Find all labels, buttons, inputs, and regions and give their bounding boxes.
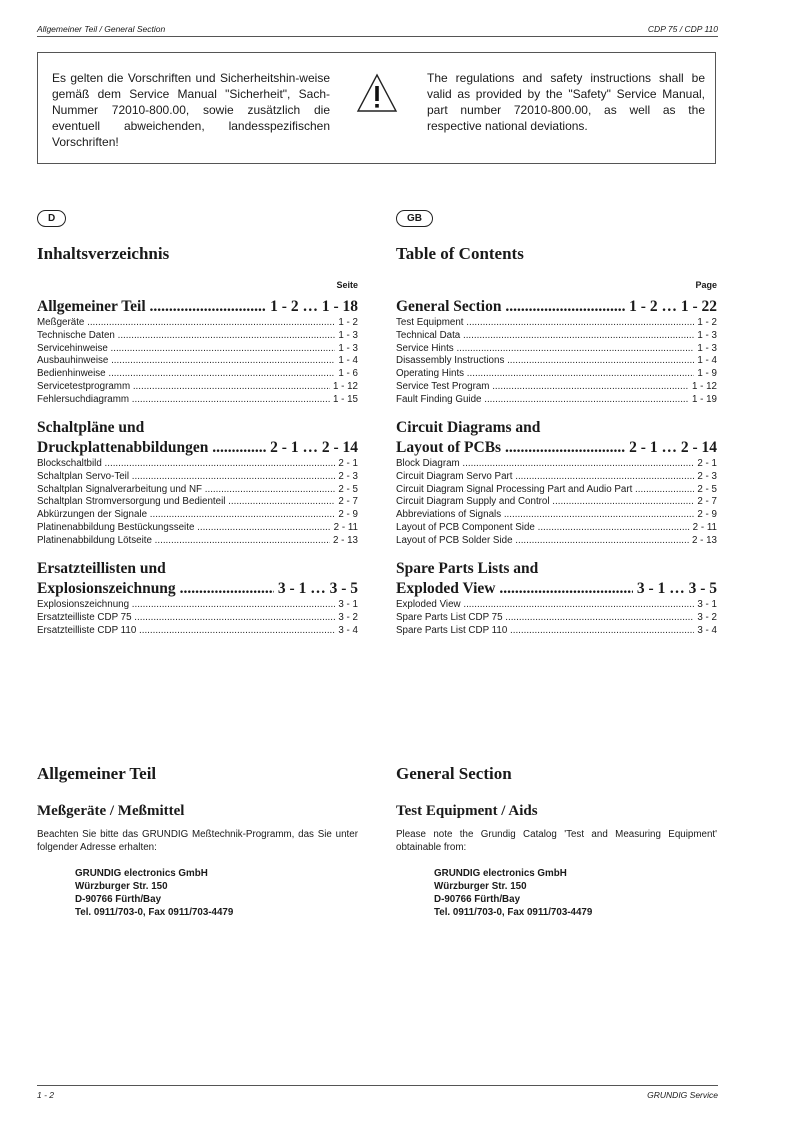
toc-section-de-2 (37, 418, 358, 548)
toc-entry: Abkürzungen der Signale ..... 2 - 9 (37, 509, 358, 522)
address-line: Würzburger Str. 150 (434, 881, 527, 892)
address-block-de (75, 867, 358, 919)
toc-entry: Technical Data ..... 1 - 3 (396, 330, 717, 343)
toc-entry: Fehlersuchdiagramm ..... 1 - 15 (37, 394, 358, 407)
address-line: GRUNDIG electronics GmbH (434, 868, 567, 879)
toc-entry: Exploded View ..... 3 - 1 (396, 599, 717, 612)
toc-entry: Circuit Diagram Signal Processing Part and Audio Part ..... 2 - 5 (396, 484, 717, 497)
toc-entry: Bedienhinweise ..... 1 - 6 (37, 368, 358, 381)
toc-entry: Platinenabbildung Bestückungsseite ..... 2 - 11 (37, 522, 358, 535)
toc-entry: Schaltplan Stromversorgung und Bedienteil ..... 2 - 7 (37, 496, 358, 509)
toc-entry: Operating Hints ..... 1 - 9 (396, 368, 717, 381)
footer-brand: GRUNDIG Service (647, 1090, 718, 1100)
language-badge-gb: GB (396, 210, 433, 227)
test-equipment-text-de: Beachten Sie bitte das GRUNDIG Meßtechnik-Programm, das Sie unter folgender Adresse erhalten: (37, 829, 358, 853)
toc-section-en-1 (396, 297, 717, 407)
toc-entry: Block Diagram ..... 2 - 1 (396, 458, 717, 471)
page-header (37, 22, 718, 37)
toc-entry: Circuit Diagram Servo Part ..... 2 - 3 (396, 471, 717, 484)
toc-section-pages: 1 - 2 … 1 - 22 (629, 298, 717, 315)
toc-section-pages: 2 - 1 … 2 - 14 (629, 439, 717, 456)
address-line: Tel. 0911/703-0, Fax 0911/703-4479 (434, 907, 593, 918)
toc-entry: Circuit Diagram Supply and Control ..... 2 - 7 (396, 496, 717, 509)
general-title-en: General Section (396, 764, 512, 783)
toc-entry: Layout of PCB Component Side ..... 2 - 11 (396, 522, 717, 535)
language-badge-de: D (37, 210, 66, 227)
toc-entry: Technische Daten ..... 1 - 3 (37, 330, 358, 343)
toc-entry: Servicetestprogramm ..... 1 - 12 (37, 381, 358, 394)
toc-entry: Fault Finding Guide ..... 1 - 19 (396, 394, 717, 407)
toc-entry: Ersatzteilliste CDP 110 ..... 3 - 4 (37, 625, 358, 638)
toc-entry: Service Hints ..... 1 - 3 (396, 343, 717, 356)
toc-section-title-line1: Ersatzteillisten und (37, 560, 166, 577)
address-line: D-90766 Fürth/Bay (434, 894, 521, 905)
toc-entry: Test Equipment ..... 1 - 2 (396, 317, 717, 330)
toc-section-title: Allgemeiner Teil ..... (37, 297, 266, 317)
toc-entry: Disassembly Instructions ..... 1 - 4 (396, 355, 717, 368)
toc-entry: Spare Parts List CDP 110 ..... 3 - 4 (396, 625, 717, 638)
toc-entry: Explosionszeichnung ..... 3 - 1 (37, 599, 358, 612)
address-line: D-90766 Fürth/Bay (75, 894, 162, 905)
toc-section-title: Explosionszeichnung ..... (37, 579, 274, 599)
general-section-en (396, 764, 717, 919)
safety-notice-box (37, 52, 716, 164)
toc-section-de-3 (37, 559, 358, 637)
address-line: Würzburger Str. 150 (75, 881, 168, 892)
toc-section-de-1 (37, 297, 358, 407)
toc-title-en: Table of Contents (396, 244, 524, 263)
toc-section-title-line1: Spare Parts Lists and (396, 560, 539, 577)
toc-entry: Blockschaltbild ..... 2 - 1 (37, 458, 358, 471)
toc-section-en-3 (396, 559, 717, 637)
page-footer (37, 1085, 718, 1100)
page-column-label-de: Seite (336, 280, 358, 290)
address-line: GRUNDIG electronics GmbH (75, 868, 208, 879)
toc-entry: Schaltplan Signalverarbeitung und NF ..... 2 - 5 (37, 484, 358, 497)
toc-section-title: Exploded View ..... (396, 579, 633, 599)
safety-notice-german: Es gelten die Vorschriften und Sicherheitshin-weise gemäß dem Service Manual "Sicherheit", Sach-Nummer 72010-800.00, sowie zusätzlich die eventuell abweichenden, landesspezifischen Vorschriften! (52, 71, 330, 149)
toc-section-title-line1: Schaltpläne und (37, 419, 145, 436)
toc-entry: Layout of PCB Solder Side ..... 2 - 13 (396, 535, 717, 548)
toc-section-title: Druckplattenabbildungen ..... (37, 438, 266, 458)
toc-entry: Abbreviations of Signals ..... 2 - 9 (396, 509, 717, 522)
warning-triangle-icon (356, 73, 398, 113)
toc-title-de: Inhaltsverzeichnis (37, 244, 170, 263)
page-column-label-en: Page (695, 280, 717, 290)
toc-section-pages: 3 - 1 … 3 - 5 (277, 580, 358, 597)
toc-entry: Schaltplan Servo-Teil ..... 2 - 3 (37, 471, 358, 484)
toc-section-en-2 (396, 418, 717, 548)
toc-section-title: General Section ..... (396, 297, 625, 317)
address-block-en (434, 867, 717, 919)
toc-entry: Platinenabbildung Lötseite ..... 2 - 13 (37, 535, 358, 548)
address-line: Tel. 0911/703-0, Fax 0911/703-4479 (75, 907, 234, 918)
toc-english (396, 208, 717, 636)
toc-entry: Ausbauhinweise ..... 1 - 4 (37, 355, 358, 368)
toc-entry: Meßgeräte ..... 1 - 2 (37, 317, 358, 330)
test-equipment-title-en: Test Equipment / Aids (396, 803, 538, 819)
general-section-de (37, 764, 358, 919)
page-number: 1 - 2 (37, 1090, 55, 1100)
toc-section-pages: 2 - 1 … 2 - 14 (270, 439, 358, 456)
toc-entry: Spare Parts List CDP 75 ..... 3 - 2 (396, 612, 717, 625)
general-title-de: Allgemeiner Teil (37, 764, 157, 783)
safety-notice-english: The regulations and safety instructions shall be valid as provided by the "Safety" Service Manual, part number 72010-800.00, as well as the respective national deviations. (427, 71, 705, 133)
header-section-title: Allgemeiner Teil / General Section (37, 24, 166, 34)
toc-german (37, 208, 358, 636)
toc-entry: Service Test Program ..... 1 - 12 (396, 381, 717, 394)
toc-section-pages: 3 - 1 … 3 - 5 (636, 580, 717, 597)
toc-entry: Servicehinweise ..... 1 - 3 (37, 343, 358, 356)
test-equipment-text-en: Please note the Grundig Catalog 'Test and Measuring Equipment' obtainable from: (396, 829, 717, 853)
toc-section-pages: 1 - 2 … 1 - 18 (270, 298, 358, 315)
test-equipment-title-de: Meßgeräte / Meßmittel (37, 803, 185, 819)
toc-entry: Ersatzteilliste CDP 75 ..... 3 - 2 (37, 612, 358, 625)
toc-section-title-line1: Circuit Diagrams and (396, 419, 541, 436)
header-model-names: CDP 75 / CDP 110 (647, 24, 718, 34)
toc-section-title: Layout of PCBs ..... (396, 438, 625, 458)
